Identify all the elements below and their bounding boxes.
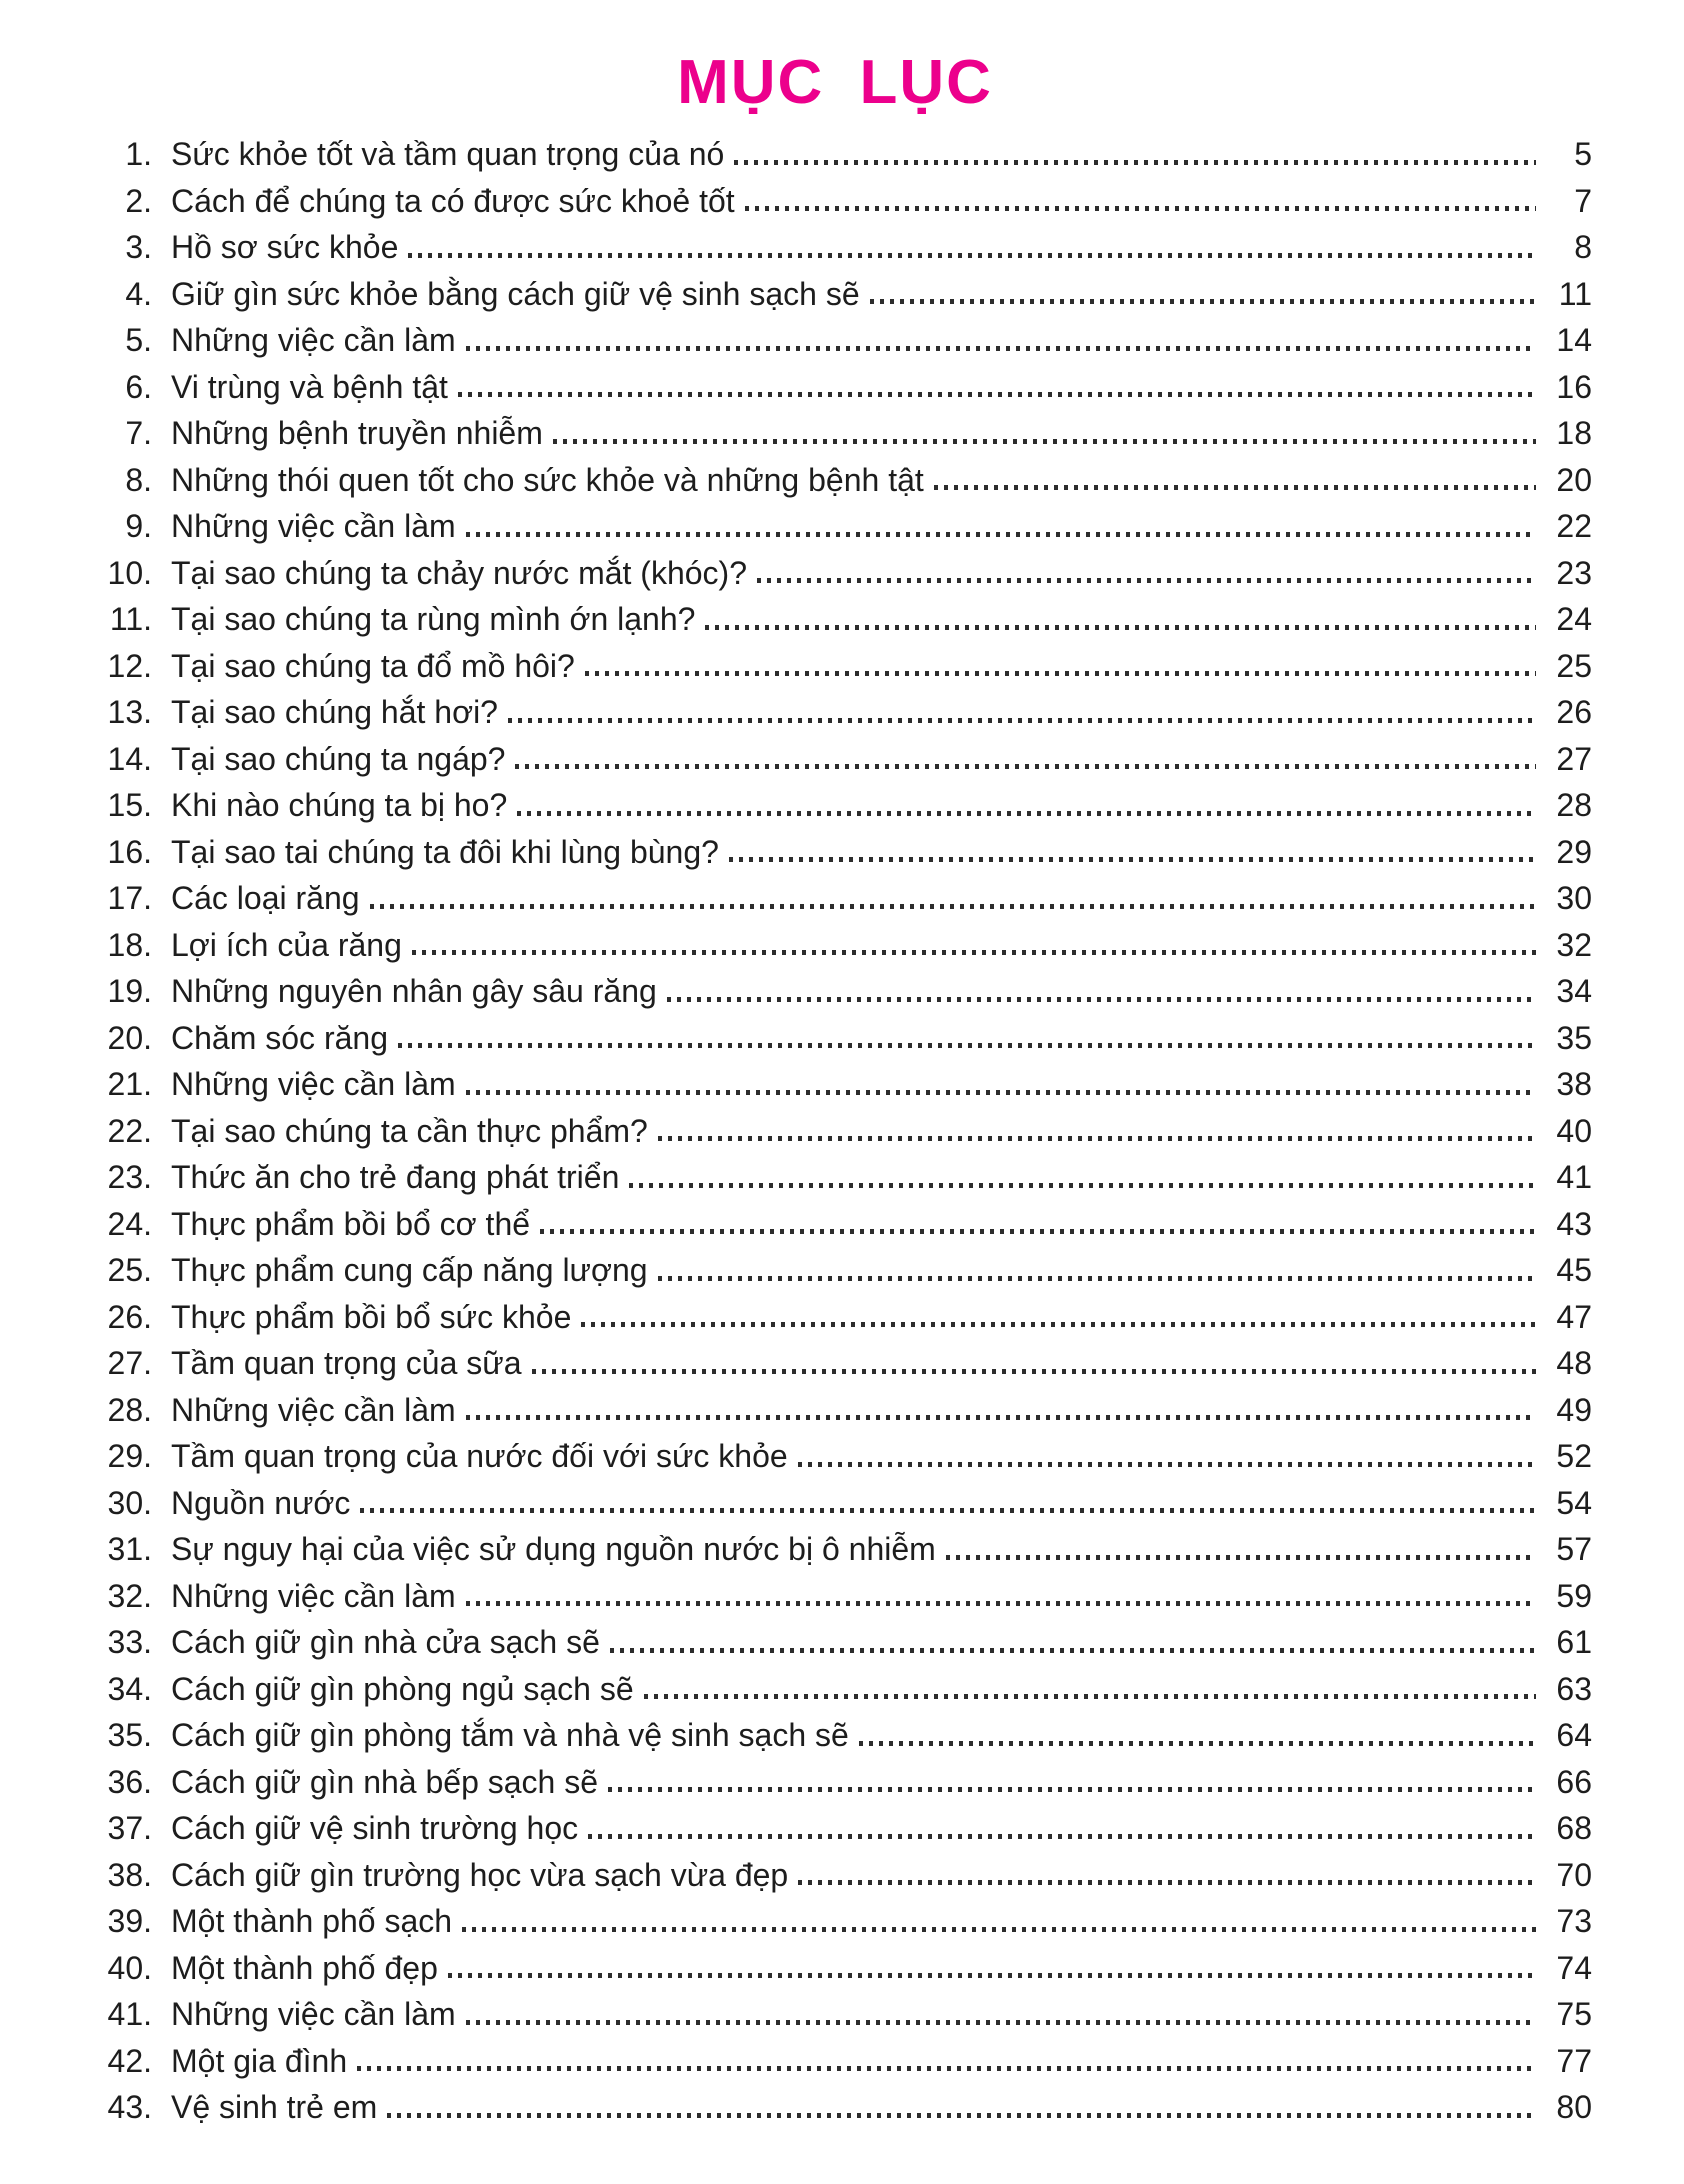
entry-title: Những việc cần làm	[171, 1391, 456, 1428]
entry-number: 13.	[107, 694, 152, 731]
entry-page: 26	[1556, 694, 1592, 731]
entry-number: 35.	[107, 1717, 152, 1754]
toc-entry	[78, 1759, 1592, 1806]
entry-title: Cách giữ gìn nhà cửa sạch sẽ	[171, 1624, 600, 1661]
entry-title: Cách giữ gìn nhà bếp sạch sẽ	[171, 1763, 599, 1800]
entry-title: Tầm quan trọng của nước đối với sức khỏe	[171, 1438, 788, 1475]
entry-page: 18	[1556, 415, 1592, 452]
dot-leader	[360, 1508, 1536, 1513]
toc-entry	[78, 1805, 1592, 1852]
entry-page: 43	[1556, 1205, 1592, 1242]
entry-title: Những việc cần làm	[171, 1996, 456, 2033]
toc-list	[78, 131, 1592, 2131]
dot-leader	[466, 1090, 1536, 1095]
entry-page: 14	[1556, 322, 1592, 359]
toc-entry	[78, 1154, 1592, 1201]
dot-leader	[462, 1927, 1536, 1932]
entry-page: 27	[1556, 740, 1592, 777]
dot-leader	[745, 206, 1536, 211]
toc-entry	[78, 457, 1592, 504]
entry-page: 48	[1556, 1345, 1592, 1382]
entry-number: 39.	[107, 1903, 152, 1940]
entry-title: Chăm sóc răng	[171, 1019, 388, 1056]
entry-page: 74	[1556, 1949, 1592, 1986]
entry-number: 22.	[107, 1112, 152, 1149]
entry-title: Một thành phố đẹp	[171, 1949, 438, 1986]
entry-page: 34	[1556, 973, 1592, 1010]
entry-number: 38.	[107, 1856, 152, 1893]
toc-entry	[78, 1108, 1592, 1155]
entry-title: Cách giữ gìn phòng tắm và nhà vệ sinh sạch sẽ	[171, 1717, 849, 1754]
toc-entry	[78, 736, 1592, 783]
entry-page: 47	[1556, 1298, 1592, 1335]
dot-leader	[448, 1973, 1536, 1978]
entry-page: 54	[1556, 1484, 1592, 1521]
entry-title: Tại sao chúng ta rùng mình ớn lạnh?	[171, 601, 696, 638]
entry-page: 45	[1556, 1252, 1592, 1289]
dot-leader	[398, 1043, 1536, 1048]
toc-entry	[78, 596, 1592, 643]
entry-page: 57	[1556, 1531, 1592, 1568]
entry-page: 5	[1574, 136, 1592, 173]
dot-leader	[466, 1415, 1536, 1420]
entry-title: Các loại răng	[171, 880, 360, 917]
toc-entry	[78, 1015, 1592, 1062]
entry-page: 38	[1556, 1066, 1592, 1103]
dot-leader	[466, 2020, 1536, 2025]
entry-number: 17.	[107, 880, 152, 917]
entry-page: 64	[1556, 1717, 1592, 1754]
entry-page: 73	[1556, 1903, 1592, 1940]
toc-entry	[78, 829, 1592, 876]
dot-leader	[357, 2066, 1536, 2071]
entry-number: 11.	[109, 601, 152, 638]
entry-number: 1.	[125, 136, 152, 173]
entry-title: Tại sao chúng ta đổ mồ hôi?	[171, 647, 575, 684]
entry-number: 7.	[125, 415, 152, 452]
entry-title: Những thói quen tốt cho sức khỏe và những bệnh tật	[171, 461, 924, 498]
toc-entry	[78, 1991, 1592, 2038]
dot-leader	[387, 2113, 1536, 2118]
entry-page: 28	[1556, 787, 1592, 824]
entry-page: 20	[1556, 461, 1592, 498]
entry-number: 16.	[107, 833, 152, 870]
dot-leader	[610, 1648, 1536, 1653]
dot-leader	[532, 1369, 1537, 1374]
entry-number: 41.	[107, 1996, 152, 2033]
dot-leader	[946, 1555, 1536, 1560]
entry-number: 5.	[125, 322, 152, 359]
entry-page: 16	[1556, 368, 1592, 405]
dot-leader	[658, 1276, 1536, 1281]
entry-title: Khi nào chúng ta bị ho?	[171, 787, 508, 824]
entry-page: 70	[1556, 1856, 1592, 1893]
page-title: MỤC LỤC	[677, 48, 993, 117]
entry-number: 43.	[107, 2089, 152, 2126]
toc-entry	[78, 317, 1592, 364]
entry-title: Cách giữ gìn phòng ngủ sạch sẽ	[171, 1670, 634, 1707]
entry-title: Vệ sinh trẻ em	[171, 2089, 378, 2126]
dot-leader	[757, 578, 1536, 583]
dot-leader	[515, 764, 1536, 769]
entry-number: 31.	[107, 1531, 152, 1568]
toc-entry	[78, 1898, 1592, 1945]
toc-entry	[78, 1387, 1592, 1434]
toc-entry	[78, 1294, 1592, 1341]
toc-entry	[78, 1945, 1592, 1992]
entry-page: 35	[1556, 1019, 1592, 1056]
entry-page: 25	[1556, 647, 1592, 684]
toc-entry	[78, 875, 1592, 922]
dot-leader	[585, 671, 1536, 676]
toc-entry	[78, 689, 1592, 736]
entry-number: 21.	[107, 1066, 152, 1103]
toc-entry	[78, 1201, 1592, 1248]
entry-number: 36.	[107, 1763, 152, 1800]
entry-page: 29	[1556, 833, 1592, 870]
toc-entry	[78, 1666, 1592, 1713]
entry-title: Những việc cần làm	[171, 1066, 456, 1103]
entry-page: 24	[1556, 601, 1592, 638]
dot-leader	[608, 1787, 1536, 1792]
dot-leader	[658, 1136, 1536, 1141]
entry-number: 30.	[107, 1484, 152, 1521]
entry-page: 77	[1556, 2042, 1592, 2079]
entry-title: Sức khỏe tốt và tầm quan trọng của nó	[171, 136, 725, 173]
entry-title: Những việc cần làm	[171, 1577, 456, 1614]
dot-leader	[370, 904, 1536, 909]
toc-entry	[78, 1247, 1592, 1294]
entry-title: Những nguyên nhân gây sâu răng	[171, 973, 657, 1010]
entry-page: 59	[1556, 1577, 1592, 1614]
entry-title: Những việc cần làm	[171, 508, 456, 545]
entry-number: 14.	[107, 740, 152, 777]
dot-leader	[705, 625, 1536, 630]
dot-leader	[588, 1834, 1536, 1839]
dot-leader	[540, 1229, 1536, 1234]
toc-entry	[78, 922, 1592, 969]
toc-entry	[78, 364, 1592, 411]
toc-entry	[78, 1526, 1592, 1573]
entry-number: 20.	[107, 1019, 152, 1056]
dot-leader	[734, 160, 1536, 165]
entry-title: Lợi ích của răng	[171, 926, 402, 963]
entry-number: 15.	[107, 787, 152, 824]
entry-page: 41	[1556, 1159, 1592, 1196]
entry-title: Một thành phố sạch	[171, 1903, 453, 1940]
entry-title: Tại sao chúng ta ngáp?	[171, 740, 506, 777]
entry-page: 49	[1556, 1391, 1592, 1428]
entry-title: Thức ăn cho trẻ đang phát triển	[171, 1159, 620, 1196]
toc-entry	[78, 1619, 1592, 1666]
entry-page: 23	[1556, 554, 1592, 591]
entry-title: Hồ sơ sức khỏe	[171, 229, 399, 266]
entry-number: 29.	[107, 1438, 152, 1475]
entry-title: Giữ gìn sức khỏe bằng cách giữ vệ sinh sạch sẽ	[171, 275, 860, 312]
entry-number: 4.	[125, 275, 152, 312]
entry-number: 32.	[107, 1577, 152, 1614]
toc-entry	[78, 178, 1592, 225]
dot-leader	[934, 485, 1536, 490]
toc-entry	[78, 1573, 1592, 1620]
entry-page: 63	[1556, 1670, 1592, 1707]
toc-entry	[78, 131, 1592, 178]
toc-entry	[78, 224, 1592, 271]
dot-leader	[798, 1462, 1536, 1467]
entry-number: 24.	[107, 1205, 152, 1242]
dot-leader	[644, 1694, 1536, 1699]
entry-page: 66	[1556, 1763, 1592, 1800]
entry-number: 42.	[107, 2042, 152, 2079]
dot-leader	[798, 1880, 1536, 1885]
toc-entry	[78, 643, 1592, 690]
toc-entry	[78, 1433, 1592, 1480]
entry-title: Tại sao chúng ta chảy nước mắt (khóc)?	[171, 554, 747, 591]
entry-title: Những bệnh truyền nhiễm	[171, 415, 543, 452]
toc-entry	[78, 503, 1592, 550]
entry-number: 40.	[107, 1949, 152, 1986]
toc-entry	[78, 1712, 1592, 1759]
toc-entry	[78, 550, 1592, 597]
entry-number: 26.	[107, 1298, 152, 1335]
toc-entry	[78, 968, 1592, 1015]
toc-entry	[78, 271, 1592, 318]
entry-number: 19.	[107, 973, 152, 1010]
entry-number: 33.	[107, 1624, 152, 1661]
dot-leader	[466, 532, 1536, 537]
toc-entry	[78, 410, 1592, 457]
entry-page: 22	[1556, 508, 1592, 545]
entry-title: Thực phẩm cung cấp năng lượng	[171, 1252, 648, 1289]
entry-number: 3.	[125, 229, 152, 266]
toc-entry	[78, 1340, 1592, 1387]
entry-title: Tầm quan trọng của sữa	[171, 1345, 522, 1382]
entry-number: 8.	[125, 461, 152, 498]
entry-title: Những việc cần làm	[171, 322, 456, 359]
dot-leader	[466, 1601, 1536, 1606]
toc-entry	[78, 1061, 1592, 1108]
entry-number: 25.	[107, 1252, 152, 1289]
dot-leader	[458, 392, 1536, 397]
toc-entry	[78, 2038, 1592, 2085]
dot-leader	[408, 253, 1536, 258]
entry-title: Vi trùng và bệnh tật	[171, 368, 448, 405]
dot-leader	[412, 950, 1536, 955]
entry-title: Tại sao chúng hắt hơi?	[171, 694, 498, 731]
dot-leader	[553, 439, 1536, 444]
entry-page: 80	[1556, 2089, 1592, 2126]
entry-title: Cách để chúng ta có được sức khoẻ tốt	[171, 182, 735, 219]
entry-number: 12.	[107, 647, 152, 684]
entry-number: 2.	[125, 182, 152, 219]
toc-entry	[78, 1852, 1592, 1899]
dot-leader	[581, 1322, 1536, 1327]
entry-page: 61	[1556, 1624, 1592, 1661]
entry-number: 10.	[107, 554, 152, 591]
entry-title: Cách giữ vệ sinh trường học	[171, 1810, 579, 1847]
dot-leader	[870, 299, 1536, 304]
entry-number: 6.	[125, 368, 152, 405]
entry-title: Tại sao tai chúng ta đôi khi lùng bùng?	[171, 833, 719, 870]
dot-leader	[667, 997, 1536, 1002]
dot-leader	[466, 346, 1536, 351]
toc-entry	[78, 1480, 1592, 1527]
entry-title: Nguồn nước	[171, 1484, 351, 1521]
entry-title: Thực phẩm bồi bổ cơ thể	[171, 1205, 531, 1242]
entry-page: 40	[1556, 1112, 1592, 1149]
entry-title: Một gia đình	[171, 2042, 348, 2079]
entry-page: 68	[1556, 1810, 1592, 1847]
entry-number: 18.	[107, 926, 152, 963]
dot-leader	[629, 1183, 1536, 1188]
entry-number: 37.	[107, 1810, 152, 1847]
entry-title: Tại sao chúng ta cần thực phẩm?	[171, 1112, 648, 1149]
entry-page: 8	[1574, 229, 1592, 266]
entry-page: 32	[1556, 926, 1592, 963]
entry-title: Thực phẩm bồi bổ sức khỏe	[171, 1298, 572, 1335]
entry-number: 28.	[107, 1391, 152, 1428]
entry-title: Sự nguy hại của việc sử dụng nguồn nước bị ô nhiễm	[171, 1531, 936, 1568]
entry-number: 34.	[107, 1670, 152, 1707]
entry-number: 27.	[107, 1345, 152, 1382]
toc-entry	[78, 2084, 1592, 2131]
dot-leader	[729, 857, 1536, 862]
entry-number: 9.	[125, 508, 152, 545]
entry-page: 7	[1574, 182, 1592, 219]
toc-entry	[78, 782, 1592, 829]
entry-page: 52	[1556, 1438, 1592, 1475]
entry-number: 23.	[107, 1159, 152, 1196]
entry-page: 11	[1558, 275, 1592, 312]
entry-page: 75	[1556, 1996, 1592, 2033]
entry-title: Cách giữ gìn trường học vừa sạch vừa đẹp	[171, 1856, 789, 1893]
dot-leader	[517, 811, 1536, 816]
dot-leader	[859, 1741, 1536, 1746]
entry-page: 30	[1556, 880, 1592, 917]
dot-leader	[508, 718, 1536, 723]
